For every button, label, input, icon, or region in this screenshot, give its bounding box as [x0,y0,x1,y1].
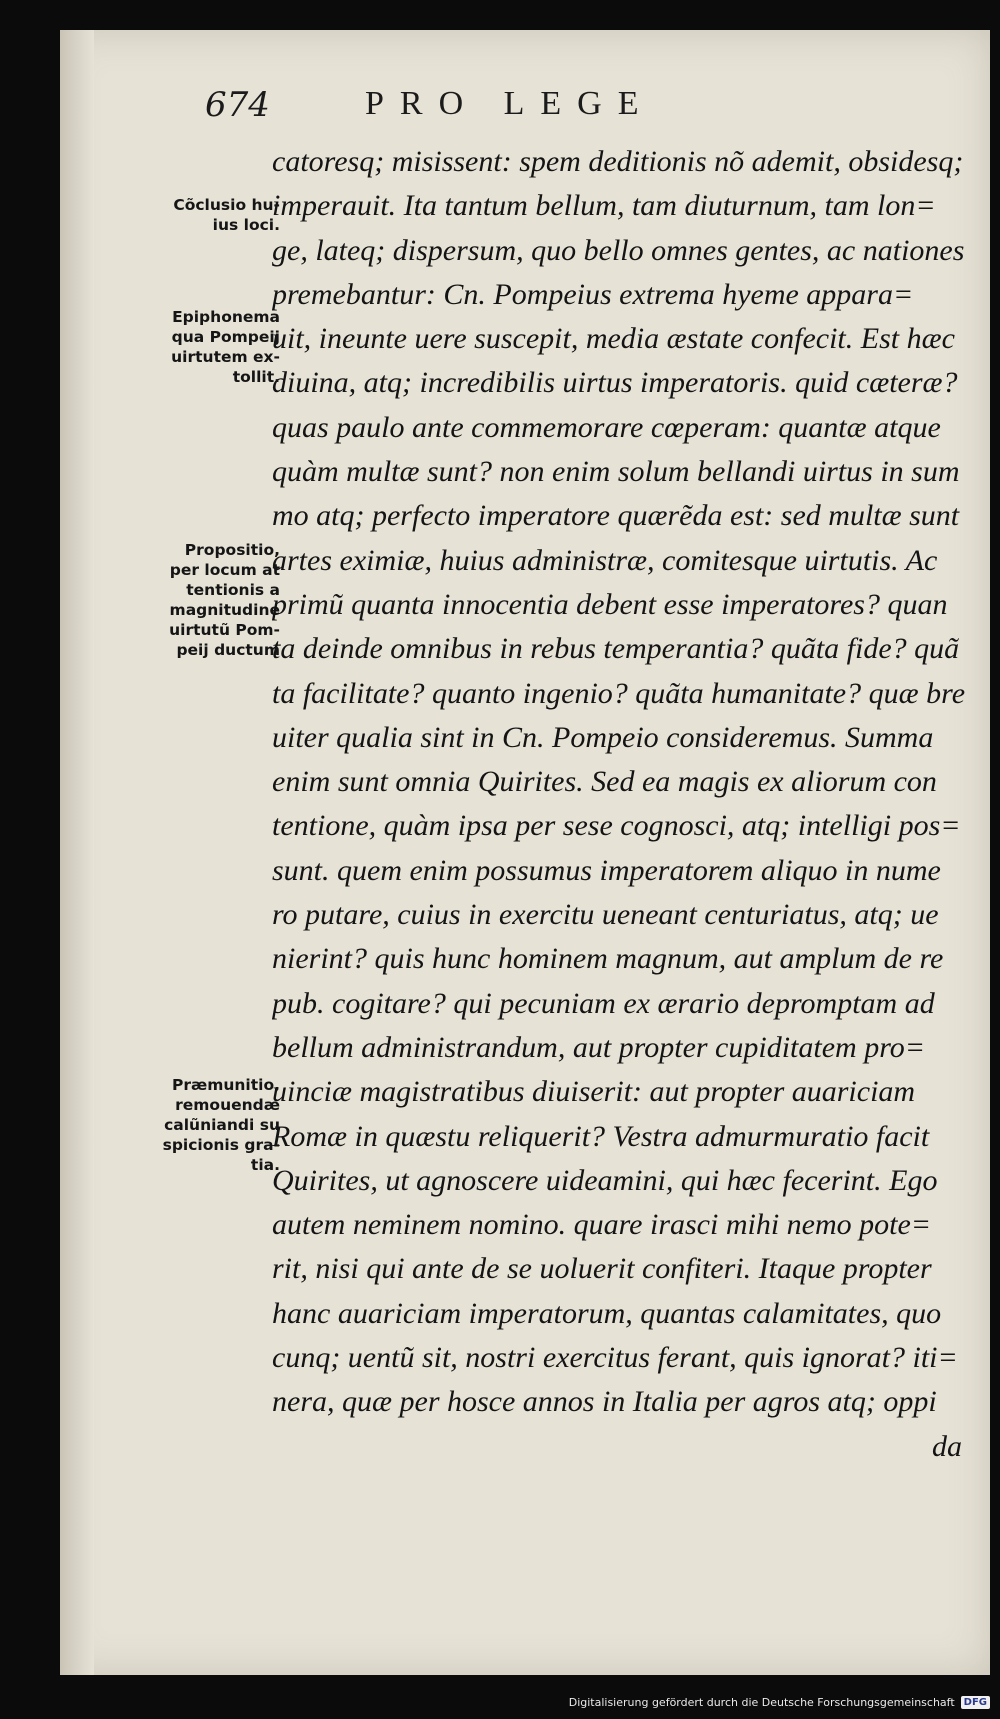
text-line: nera, quæ per hosce annos in Italia per agros atq; oppi [272,1385,937,1419]
margin-note-line: calũniandi su [164,1116,280,1134]
text-line: enim sunt omnia Quirites. Sed ea magis ex aliorum con [272,765,937,799]
text-line: diuina, atq; incredibilis uirtus imperatoris. quid cæteræ? [272,366,958,400]
margin-note-line: magnitudine [169,601,280,619]
margin-note-line: Præmunitio, [171,1076,280,1094]
margin-note-line: Propositio, [184,541,280,559]
text-line: bellum administrandum, aut propter cupiditatem pro= [272,1030,925,1064]
text-line: nierint? quis hunc hominem magnum, aut amplum de re [272,942,944,976]
text-line: primũ quanta innocentia debent esse imperatores? quan [272,587,948,621]
text-line: uit, ineunte uere suscepit, media æstate confecit. Est hæc [272,322,955,356]
catchword: da [932,1429,962,1463]
margin-note-line: ius loci. [212,216,280,234]
text-line: catoresq; misissent: spem deditionis nõ ademit, obsidesq; [272,145,964,178]
text-line: hanc auariciam imperatorum, quantas calamitates, quo [272,1296,942,1330]
running-head: PRO LEGE [365,85,655,122]
text-line: ro putare, cuius in exercitu ueneant centuriatus, atq; ue [272,898,939,932]
text-line: quàm multæ sunt? non enim solum bellandi uirtus in sum [272,455,960,489]
margin-note-praemunitio [70,1075,280,1175]
text-line: pub. cogitare? qui pecuniam ex ærario depromptam ad [272,986,935,1020]
text-line: Romæ in quæstu reliquerit? Vestra admurmuratio facit [272,1119,930,1153]
text-line: Quirites, ut agnoscere uideamini, qui hæc fecerint. Ego [272,1163,938,1197]
margin-note-conclusio [70,195,280,235]
text-line: cunq; uentũ sit, nostri exercitus ferant, quis ignorat? iti= [272,1341,958,1375]
margin-note-line: uirtutũ Pom- [169,621,280,639]
margin-note-line: spicionis gra- [162,1136,280,1154]
text-line: imperauit. Ita tantum bellum, tam diuturnum, tam lon= [272,189,936,223]
credit-text: Digitalisierung gefördert durch die Deutsche Forschungsgemeinschaft [568,1696,955,1709]
margin-note-line: per locum at [169,561,280,579]
margin-note-propositio [70,540,280,660]
margin-note-line: Epiphonema [172,308,280,326]
margin-note-epiphonema [70,307,280,387]
margin-note-line: tentionis a [186,581,280,599]
text-line: quas paulo ante commemorare cœperam: quantæ atque [272,410,941,444]
margin-note-line: remouendæ [175,1096,280,1114]
text-line: autem neminem nomino. quare irasci mihi nemo pote= [272,1208,932,1242]
main-text-block [272,140,972,1469]
text-line: ta facilitate? quanto ingenio? quãta humanitate? quæ bre [272,676,966,710]
margin-note-line: tollit. [232,368,280,386]
text-line: ge, lateq; dispersum, quo bello omnes gentes, ac nationes [272,233,965,267]
page-header [205,85,765,135]
dfg-logo-icon: DFG [961,1696,990,1709]
margin-note-line: tia. [250,1156,280,1174]
margin-note-line: peij ductum [176,641,280,659]
text-line: uiter qualia sint in Cn. Pompeio consideremus. Summa [272,720,934,754]
text-line: ta deinde omnibus in rebus temperantia? quãta fide? quã [272,632,960,666]
text-line: artes eximiæ, huius administræ, comitesque uirtutis. Ac [272,543,938,577]
margin-note-line: qua Pompeij [171,328,280,346]
digitization-credit [569,1696,990,1709]
margin-note-line: Cõclusio hu- [173,196,280,214]
page-number: 674 [205,85,270,125]
text-line: tentione, quàm ipsa per sese cognosci, atq; intelligi pos= [272,809,961,843]
margin-note-line: uirtutem ex- [171,348,280,366]
text-line: sunt. quem enim possumus imperatorem aliquo in nume [272,853,941,887]
text-line: rit, nisi qui ante de se uoluerit confiteri. Itaque propter [272,1252,932,1286]
page-gutter [60,30,94,1675]
text-line: uinciæ magistratibus diuiserit: aut propter auariciam [272,1075,916,1109]
text-line: premebantur: Cn. Pompeius extrema hyeme appara= [272,277,914,311]
text-line: mo atq; perfecto imperatore quærẽda est: sed multæ sunt [272,499,960,533]
